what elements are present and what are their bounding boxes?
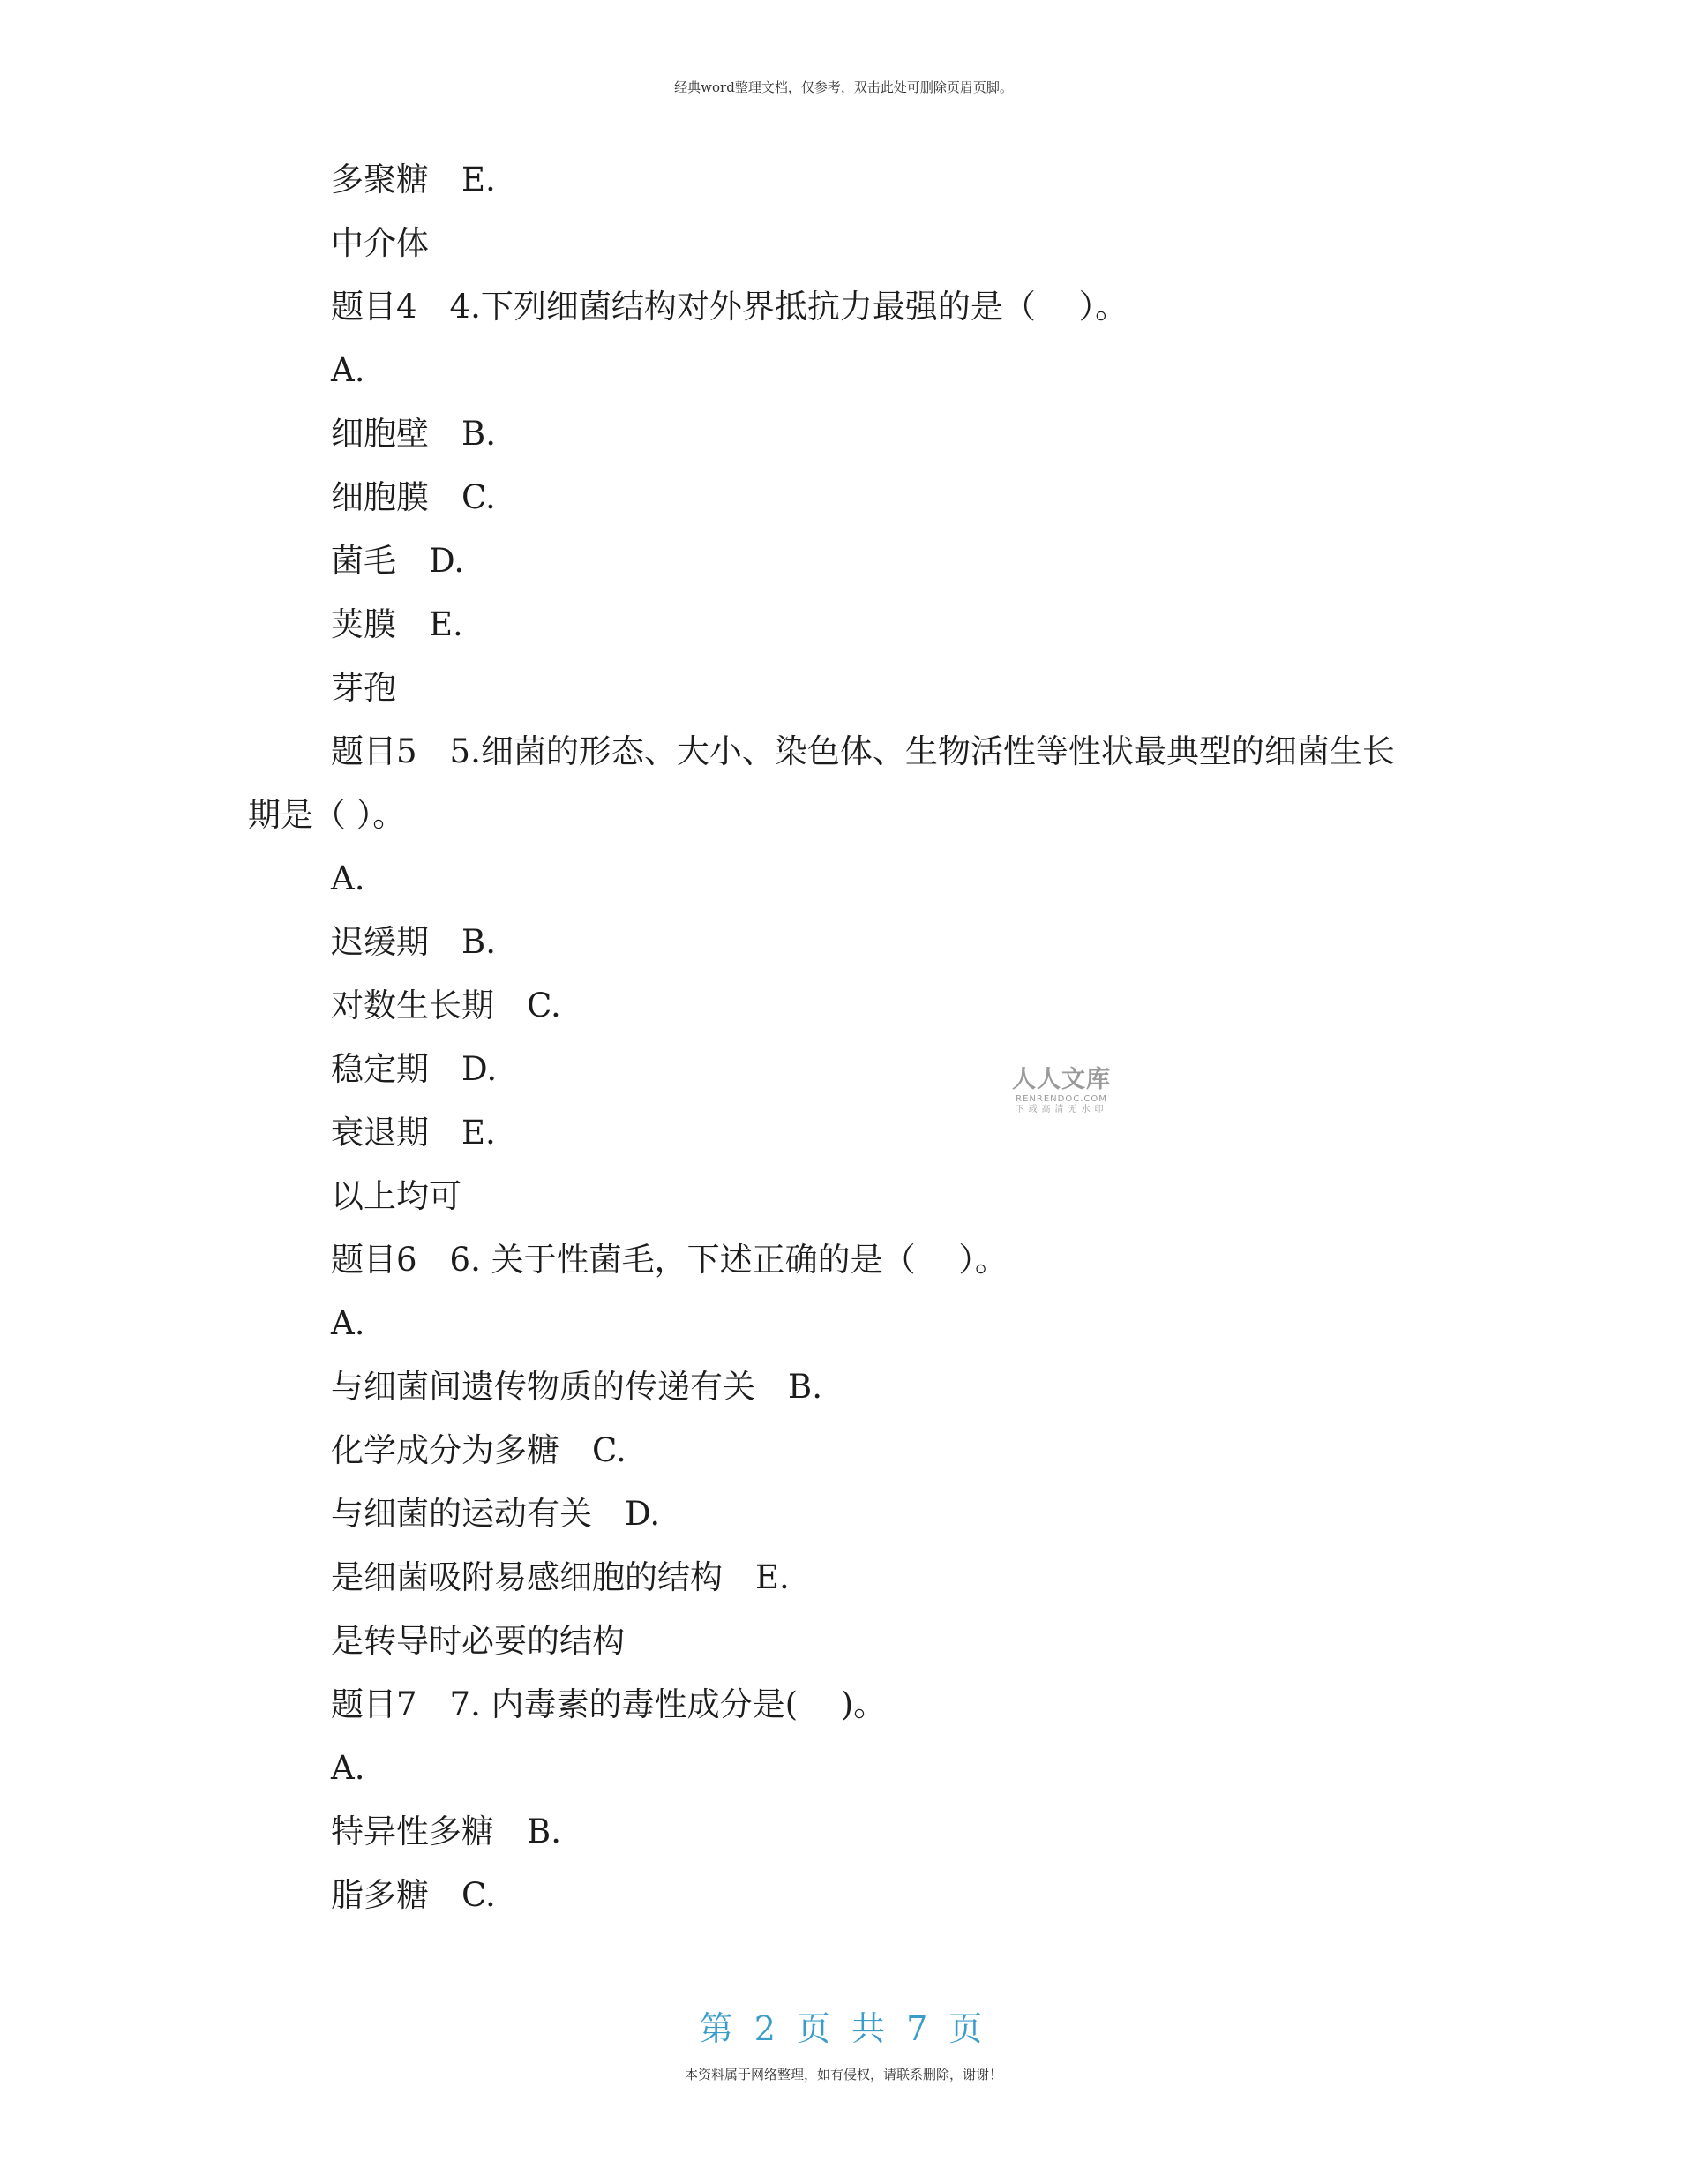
page-number: 第 2 页 共 7 页 bbox=[699, 2009, 988, 2048]
watermark-title: 人人文库 bbox=[1012, 1066, 1111, 1093]
question-line: 题目7 7. 内毒素的毒性成分是( )。 bbox=[331, 1685, 887, 1723]
watermark-tagline: 下载高清无水印 bbox=[1015, 1105, 1108, 1115]
text-line: A. bbox=[331, 1304, 365, 1342]
text-line: 衰退期 E. bbox=[331, 1114, 496, 1152]
text-line: A. bbox=[331, 351, 365, 389]
watermark-domain: RENRENDOC.COM bbox=[1016, 1094, 1107, 1104]
text-line: 是细菌吸附易感细胞的结构 E. bbox=[331, 1558, 790, 1596]
text-line: 中介体 bbox=[331, 224, 429, 262]
text-line: 多聚糖 E. bbox=[331, 161, 496, 199]
text-line: 是转导时必要的结构 bbox=[331, 1622, 625, 1660]
question-line: 题目6 6. 关于性菌毛，下述正确的是（ ）。 bbox=[331, 1241, 1008, 1279]
page-header: 经典word整理文档，仅参考，双击此处可删除页眉页脚。 bbox=[674, 79, 1013, 95]
text-line: 以上均可 bbox=[331, 1177, 461, 1215]
text-line: 稳定期 D. bbox=[331, 1050, 498, 1088]
text-line: 化学成分为多糖 C. bbox=[331, 1431, 626, 1469]
text-line: 细胞壁 B. bbox=[331, 415, 496, 453]
question-line: 题目4 4.下列细菌结构对外界抵抗力最强的是（ ）。 bbox=[331, 288, 1128, 326]
watermark-logo bbox=[1004, 1066, 1119, 1115]
question-line: 题目5 5.细菌的形态、大小、染色体、生物活性等性状最典型的细菌生长 bbox=[331, 732, 1395, 770]
text-line: 脂多糖 C. bbox=[331, 1876, 496, 1914]
text-line: 对数生长期 C. bbox=[331, 987, 561, 1024]
text-line: 细胞膜 C. bbox=[331, 478, 496, 516]
text-line: 与细菌的运动有关 D. bbox=[331, 1495, 661, 1533]
text-line: 菌毛 D. bbox=[331, 542, 465, 580]
text-line: 芽孢 bbox=[331, 669, 396, 707]
page-footer: 本资料属于网络整理，如有侵权，请联系删除，谢谢！ bbox=[684, 2067, 1002, 2083]
question-line-continued: 期是（ ）。 bbox=[248, 796, 406, 834]
text-line: 迟缓期 B. bbox=[331, 923, 496, 961]
text-line: A. bbox=[331, 1749, 365, 1787]
text-line: 特异性多糖 B. bbox=[331, 1812, 561, 1850]
text-line: 与细菌间遗传物质的传递有关 B. bbox=[331, 1368, 822, 1406]
text-line: A. bbox=[331, 859, 365, 897]
text-line: 荚膜 E. bbox=[331, 605, 463, 643]
